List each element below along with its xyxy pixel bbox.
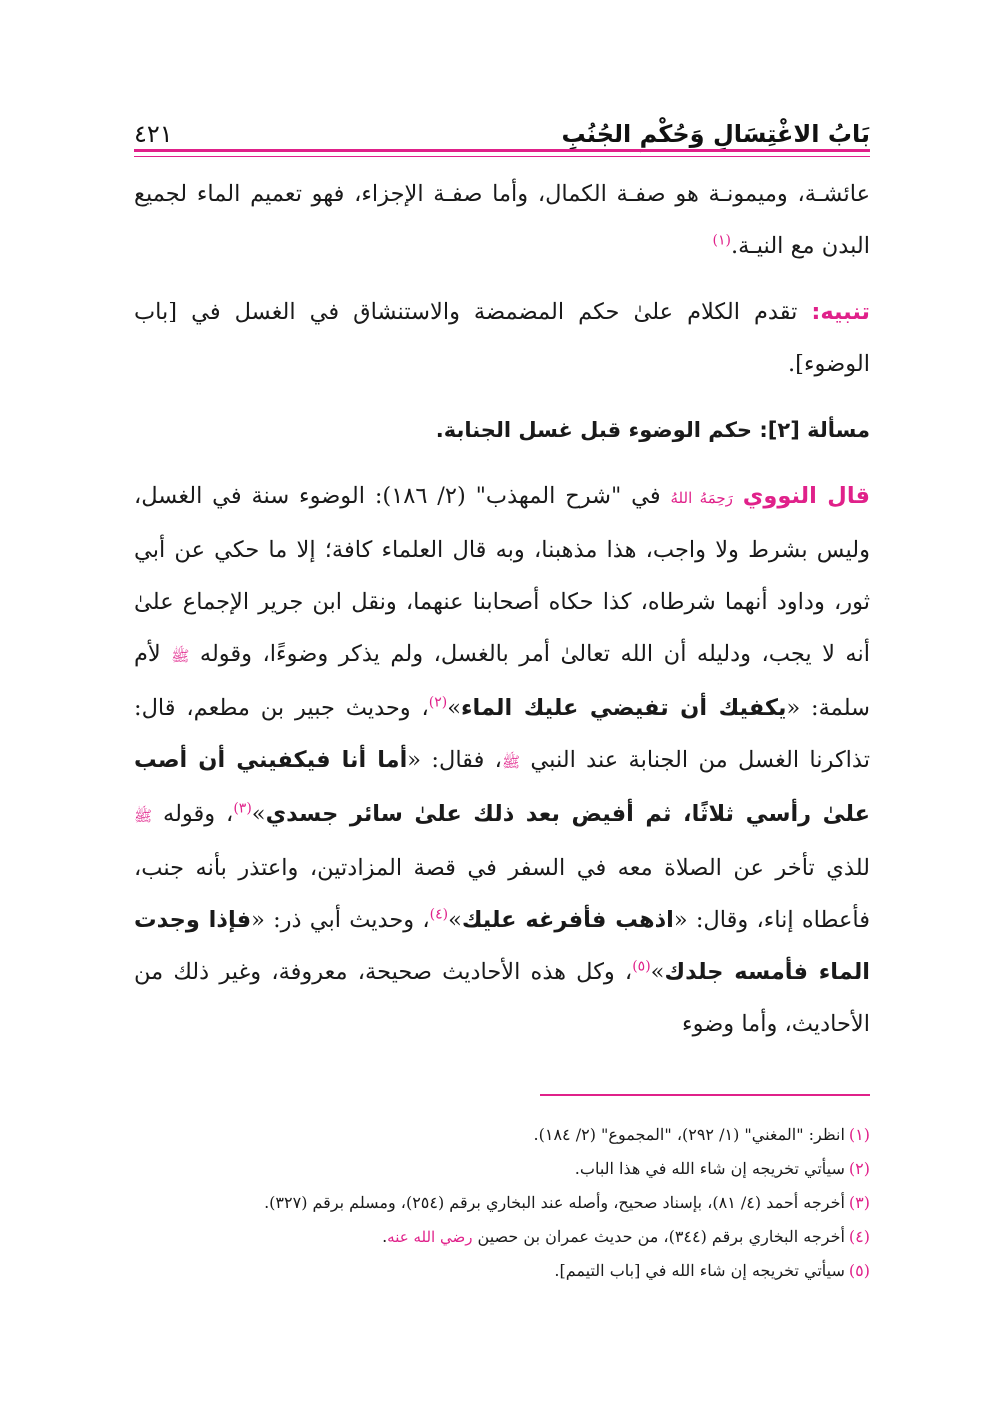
footnote-ref-2[interactable]: (٢) [428,694,448,711]
footnote-separator [540,1094,870,1096]
footnote-ref-4[interactable]: (٤) [429,906,449,923]
header-rule-thick [134,149,870,152]
footnotes [134,1118,870,1288]
honorific-icon: رَحِمَهُ اللهُ [670,489,733,507]
hadith-quote-2: أما أنا فيكفيني أن أصب علىٰ رأسي ثلاثًا، ثم أفيض بعد ذلك علىٰ سائر جسدي [134,747,870,827]
main-text [134,168,870,1050]
hadith-quote-4: فإذا وجدت الماء فأمسه جلدك [134,907,870,985]
paragraph-nawawi: قال النووي رَحِمَهُ اللهُ في "شرح المهذب" (٢/ ١٨٦): الوضوء سنة في الغسل، وليس بشرط ولا واجب، هذا مذهبنا، وبه قال العلماء كافة؛ إلا ما حكي عن أبي ثور، وداود أنهما شرطاه، كذا حكاه أصحابنا عنهما، ونقل ابن جرير الإجماع علىٰ أنه لا يجب، ودليله أن الله تعالىٰ أمر بالغسل، ولم يذكر وضوءًا، وقوله ﷺ لأم سلمة: «يكفيك أن تفيضي عليك الماء»$^{(٢)}$، وحديث جبير بن مطعم، قال: تذاكرنا الغسل من الجنابة عند النبي ﷺ، فقال: «أما أنا فيكفيني أن أصب علىٰ رأسي ثلاثًا، ثم أفيض بعد ذلك علىٰ سائر جسدي»$^{(٣)}$، وقوله ﷺ للذي تأخر عن الصلاة معه في السفر في قصة المزادتين، واعتذر بأنه جنب، فأعطاه إناء، وقال: «اذهب فأفرغه عليك»$^{(٤)}$، وحديث أبي ذر: «فإذا وجدت الماء فأمسه جلدك»$^{(٥)}$، وكل هذه الأحاديث صحيحة، معروفة، وغير ذلك من الأحاديث، وأما وضوء [134,483,871,1037]
footnote-ref-1[interactable]: (١) [712,232,731,249]
masala-title: حكم الوضوء قبل غسل الجنابة. [435,418,760,442]
footnote-item: (٢) سيأتي تخريجه إن شاء الله في هذا الباب. [574,1159,870,1178]
masala-heading [134,404,870,456]
salawat-icon: ﷺ [134,807,153,825]
hadith-quote-3: اذهب فأفرغه عليك [461,907,674,933]
paragraph-1: عائشـة، وميمونـة هو صفـة الكمال، وأما صفـة الإجزاء، فهو تعميم الماء لجميع البدن مع النيـة.$^{(١)}$ [134,181,870,259]
footnote-ref-3[interactable]: (٣) [233,800,252,817]
salawat-icon: ﷺ [171,647,190,665]
page-number: ٤٢١ [134,120,173,148]
paragraph-note: تنبيه: تقدم الكلام علىٰ حكم المضمضة والاستنشاق في الغسل في [باب الوضوء]. [134,299,870,377]
masala-label: مسألة [٢]: [759,418,870,442]
hadith-quote-1: يكفيك أن تفيضي عليك الماء [461,695,787,721]
speaker-name: قال النووي [742,483,871,509]
footnote-item: (٣) أخرجه أحمد (٤/ ٨١)، بإسناد صحيح، وأصله عند البخاري برقم (٢٥٤)، ومسلم برقم (٣٢٧). [264,1193,870,1212]
footnote-item: (١) انظر: "المغني" (١/ ٢٩٢)، "المجموع" (٢/ ١٨٤). [533,1125,870,1144]
footnote-item: (٤) أخرجه البخاري برقم (٣٤٤)، من حديث عمران بن حصين رضي الله عنه. [382,1227,870,1246]
running-header [134,108,870,148]
note-label: تنبيه: [811,299,870,325]
chapter-title: بَابُ الاغْتِسَالِ وَحُكْمِ الجُنُبِ [561,120,870,148]
header-rule-thin [134,156,870,157]
salawat-icon: ﷺ [501,753,521,771]
footnote-ref-5[interactable]: (٥) [632,958,651,975]
radiallah-icon: رضي الله عنه [387,1228,473,1246]
footnote-item: (٥) سيأتي تخريجه إن شاء الله في [باب التيمم]. [554,1261,870,1280]
